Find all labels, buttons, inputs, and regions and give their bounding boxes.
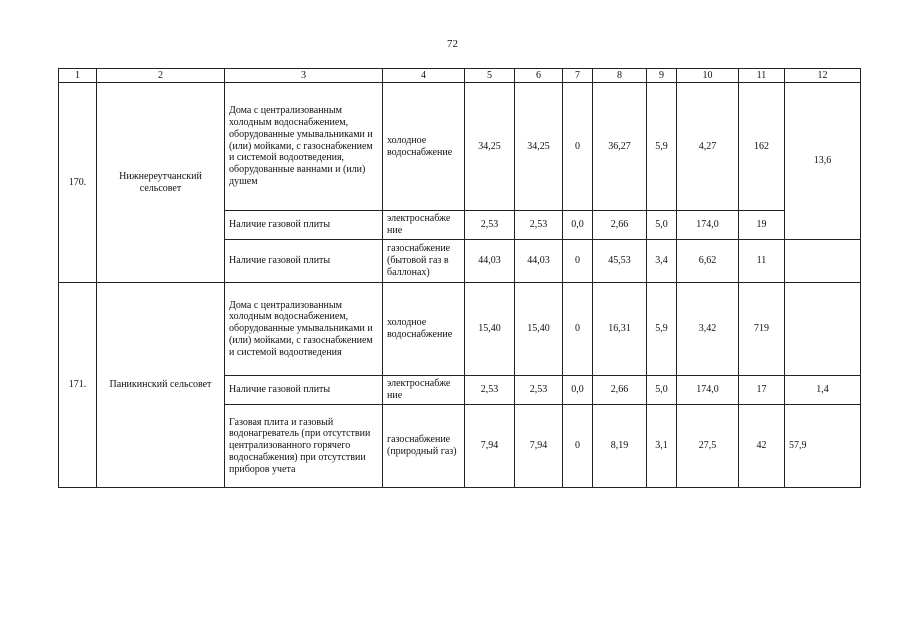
value-cell: 57,9 <box>785 405 861 488</box>
value-cell: 174,0 <box>677 211 739 240</box>
housing-type: Дома с централизованным холодным водоснабжением, оборудованные умывальниками и (или) мойками, с газоснабжением и системой водоотведения, оборудованные ваннами и (или) душем <box>225 83 383 211</box>
value-cell: 7,94 <box>515 405 563 488</box>
value-cell: 0,0 <box>563 211 593 240</box>
value-cell: 8,19 <box>593 405 647 488</box>
housing-type: Газовая плита и газовый водонагреватель (при отсутствии централизованного горячего водоснабжения) при отсутствии приборов учета <box>225 405 383 488</box>
value-cell: 0 <box>563 83 593 211</box>
housing-type: Наличие газовой плиты <box>225 376 383 405</box>
header-cell: 12 <box>785 69 861 83</box>
value-cell: 36,27 <box>593 83 647 211</box>
value-cell: 15,40 <box>515 283 563 376</box>
housing-type: Дома с централизованным холодным водоснабжением, оборудованные умывальниками и (или) мойками, с газоснабжением и системой водоотведения <box>225 283 383 376</box>
row-number: 171. <box>59 283 97 488</box>
tariff-table <box>58 68 861 488</box>
value-cell: 27,5 <box>677 405 739 488</box>
service-type: газоснабжение (бытовой газ в баллонах) <box>383 240 465 283</box>
value-cell <box>785 240 861 283</box>
table-row <box>59 283 861 376</box>
value-cell: 3,1 <box>647 405 677 488</box>
value-cell: 6,62 <box>677 240 739 283</box>
value-cell: 5,9 <box>647 283 677 376</box>
value-cell: 3,4 <box>647 240 677 283</box>
value-cell: 45,53 <box>593 240 647 283</box>
value-cell: 17 <box>739 376 785 405</box>
value-cell: 174,0 <box>677 376 739 405</box>
header-cell: 9 <box>647 69 677 83</box>
value-cell: 13,6 <box>785 83 861 240</box>
value-cell: 3,42 <box>677 283 739 376</box>
value-cell: 44,03 <box>465 240 515 283</box>
value-cell: 5,0 <box>647 211 677 240</box>
header-cell: 7 <box>563 69 593 83</box>
value-cell: 0 <box>563 240 593 283</box>
page-number: 72 <box>447 38 458 50</box>
value-cell: 162 <box>739 83 785 211</box>
header-cell: 4 <box>383 69 465 83</box>
value-cell: 0,0 <box>563 376 593 405</box>
header-cell: 3 <box>225 69 383 83</box>
settlement-name: Паникинский сельсовет <box>97 283 225 488</box>
service-type: электроснабже ние <box>383 376 465 405</box>
value-cell: 1,4 <box>785 376 861 405</box>
settlement-name: Нижнереутчанский сельсовет <box>97 83 225 283</box>
service-type: газоснабжение (природный газ) <box>383 405 465 488</box>
value-cell: 15,40 <box>465 283 515 376</box>
value-cell: 16,31 <box>593 283 647 376</box>
value-cell: 719 <box>739 283 785 376</box>
value-cell: 2,66 <box>593 376 647 405</box>
header-cell: 11 <box>739 69 785 83</box>
service-type: холодное водоснабжение <box>383 283 465 376</box>
value-cell: 2,53 <box>465 376 515 405</box>
value-cell: 0 <box>563 405 593 488</box>
housing-type: Наличие газовой плиты <box>225 240 383 283</box>
value-cell: 5,0 <box>647 376 677 405</box>
value-cell: 5,9 <box>647 83 677 211</box>
value-cell: 44,03 <box>515 240 563 283</box>
value-cell: 34,25 <box>515 83 563 211</box>
value-cell: 42 <box>739 405 785 488</box>
row-number: 170. <box>59 83 97 283</box>
header-cell: 2 <box>97 69 225 83</box>
value-cell: 2,53 <box>515 211 563 240</box>
value-cell: 19 <box>739 211 785 240</box>
value-cell: 2,53 <box>465 211 515 240</box>
value-cell: 11 <box>739 240 785 283</box>
header-cell: 1 <box>59 69 97 83</box>
header-cell: 5 <box>465 69 515 83</box>
header-cell: 6 <box>515 69 563 83</box>
housing-type: Наличие газовой плиты <box>225 211 383 240</box>
value-cell: 2,53 <box>515 376 563 405</box>
value-cell: 4,27 <box>677 83 739 211</box>
value-cell: 34,25 <box>465 83 515 211</box>
value-cell: 0 <box>563 283 593 376</box>
header-row <box>59 69 861 83</box>
value-cell <box>785 283 861 376</box>
header-cell: 8 <box>593 69 647 83</box>
service-type: холодное водоснабжение <box>383 83 465 211</box>
value-cell: 2,66 <box>593 211 647 240</box>
service-type: электроснабже ние <box>383 211 465 240</box>
value-cell: 7,94 <box>465 405 515 488</box>
header-cell: 10 <box>677 69 739 83</box>
table-row <box>59 83 861 211</box>
